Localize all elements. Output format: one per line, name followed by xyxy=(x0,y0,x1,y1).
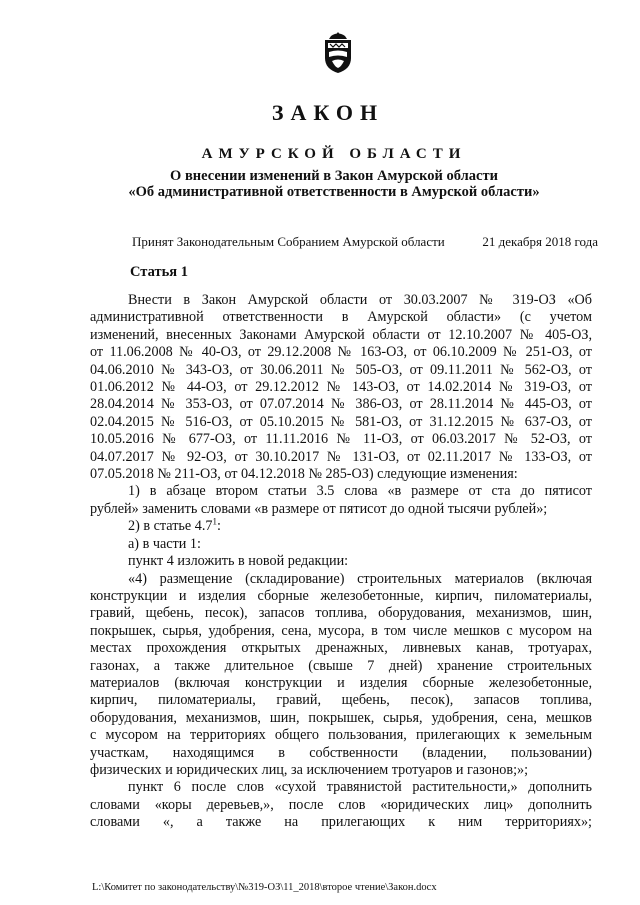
body-line: 28.04.2014 № 353-ОЗ, от 07.07.2014 № 386-ОЗ, от 28.11.2014 № 445-ОЗ, от xyxy=(90,396,592,413)
body-line: «4) размещение (складирование) строительных материалов (включая xyxy=(128,570,592,587)
body-line: а) в части 1: xyxy=(128,535,201,552)
body-line: материалов (включая конструкции и изделия сборные железобетонные, xyxy=(90,674,592,691)
body-line: 1) в абзаце втором статьи 3.5 слова «в размере от ста до пятисот xyxy=(128,483,592,500)
footer-file-path: L:\Комитет по законодательству\№319-ОЗ\11_2018\второе чтение\Закон.docx xyxy=(92,882,437,893)
body-line: конструкции и изделия сборные железобетонные, кирпич, пиломатериалы, xyxy=(90,587,592,604)
article-body xyxy=(90,292,592,832)
body-line: Внести в Закон Амурской области от 30.03.2007 № 319-ОЗ «Об xyxy=(128,292,592,308)
body-line: словами «коры деревьев,», после слов «юридических лиц» дополнить xyxy=(90,796,592,813)
body-line: физических и юридических лиц, за исключением тротуаров и газонов;»; xyxy=(90,761,529,778)
body-line: административной ответственности в Амурской области» (с учетом xyxy=(90,309,592,326)
article-heading: Статья 1 xyxy=(130,264,188,280)
body-line: участкам, находящимся в собственности (владении, пользовании) xyxy=(90,744,592,761)
body-line: от 11.06.2008 № 40-ОЗ, от 29.12.2008 № 163-ОЗ, от 06.10.2009 № 251-ОЗ, от xyxy=(90,344,592,361)
body-line: с мусором на территориях общего пользования, прилегающих к земельным xyxy=(90,727,592,744)
body-line: 07.05.2018 № 211-ОЗ, от 04.12.2018 № 285-ОЗ) следующие изменения: xyxy=(90,466,518,483)
body-line: кирпич, пиломатериалы, гравий, щебень, песок), запасов топлива, xyxy=(90,692,592,709)
law-subtitle-line2: «Об административной ответственности в Амурской области» xyxy=(128,184,540,200)
body-line-with-sup xyxy=(90,518,592,535)
body-line: изменений, внесенных Законами Амурской области от 12.10.2007 № 405-ОЗ, xyxy=(90,326,592,343)
region-name: АМУРСКОЙ ОБЛАСТИ xyxy=(201,146,467,162)
body-line: 04.07.2017 № 92-ОЗ, от 30.10.2017 № 131-ОЗ, от 02.11.2017 № 133-ОЗ, от xyxy=(90,448,592,465)
body-line: газонах, а также длительное (свыше 7 дней) хранение строительных xyxy=(90,657,592,674)
law-subtitle-line1: О внесении изменений в Закон Амурской области xyxy=(170,168,498,184)
superscript-number: 1 xyxy=(212,516,217,527)
body-line: 10.05.2016 № 677-ОЗ, от 11.11.2016 № 11-ОЗ, от 06.03.2017 № 52-ОЗ, от xyxy=(90,431,592,448)
body-line: 01.06.2012 № 44-ОЗ, от 29.12.2012 № 143-ОЗ, от 14.02.2014 № 319-ОЗ, от xyxy=(90,379,592,396)
body-line: гравий, щебень, песок), запасов топлива, оборудования, механизмов, шин, xyxy=(90,605,592,622)
body-line: рублей» заменить словами «в размере от пятисот до одной тысячи рублей»; xyxy=(90,500,548,517)
body-line: покрышек, сырья, удобрения, сена, мусора, в том числе мешков с мусором на xyxy=(90,622,592,639)
adopted-date: 21 декабря 2018 года xyxy=(482,234,598,249)
body-line: 02.04.2015 № 516-ОЗ, от 05.10.2015 № 581-ОЗ, от 31.12.2015 № 637-ОЗ, от xyxy=(90,413,592,430)
adopted-text: Принят Законодательным Собранием Амурской области xyxy=(132,234,445,249)
body-line: пункт 6 после слов «сухой травянистой растительности,» дополнить xyxy=(128,779,592,796)
colon: : xyxy=(216,518,221,535)
body-line: словами «, а также на прилегающих к ним территориях»; xyxy=(90,814,592,831)
body-line: 04.06.2010 № 343-ОЗ, от 30.06.2011 № 505-ОЗ, от 09.11.2011 № 562-ОЗ, от xyxy=(90,361,592,378)
body-line: оборудования, механизмов, шин, покрышек, сырья, удобрения, сена, мешков xyxy=(90,709,592,726)
amur-region-coat-of-arms-icon xyxy=(321,30,355,74)
law-title: ЗАКОН xyxy=(271,100,385,125)
body-line: местах прохождения открытых дренажных, ливневых канав, тротуарах, xyxy=(90,640,592,657)
body-line: пункт 4 изложить в новой редакции: xyxy=(128,553,349,570)
body-line-text: 2) в статье 4.7 xyxy=(128,518,213,535)
